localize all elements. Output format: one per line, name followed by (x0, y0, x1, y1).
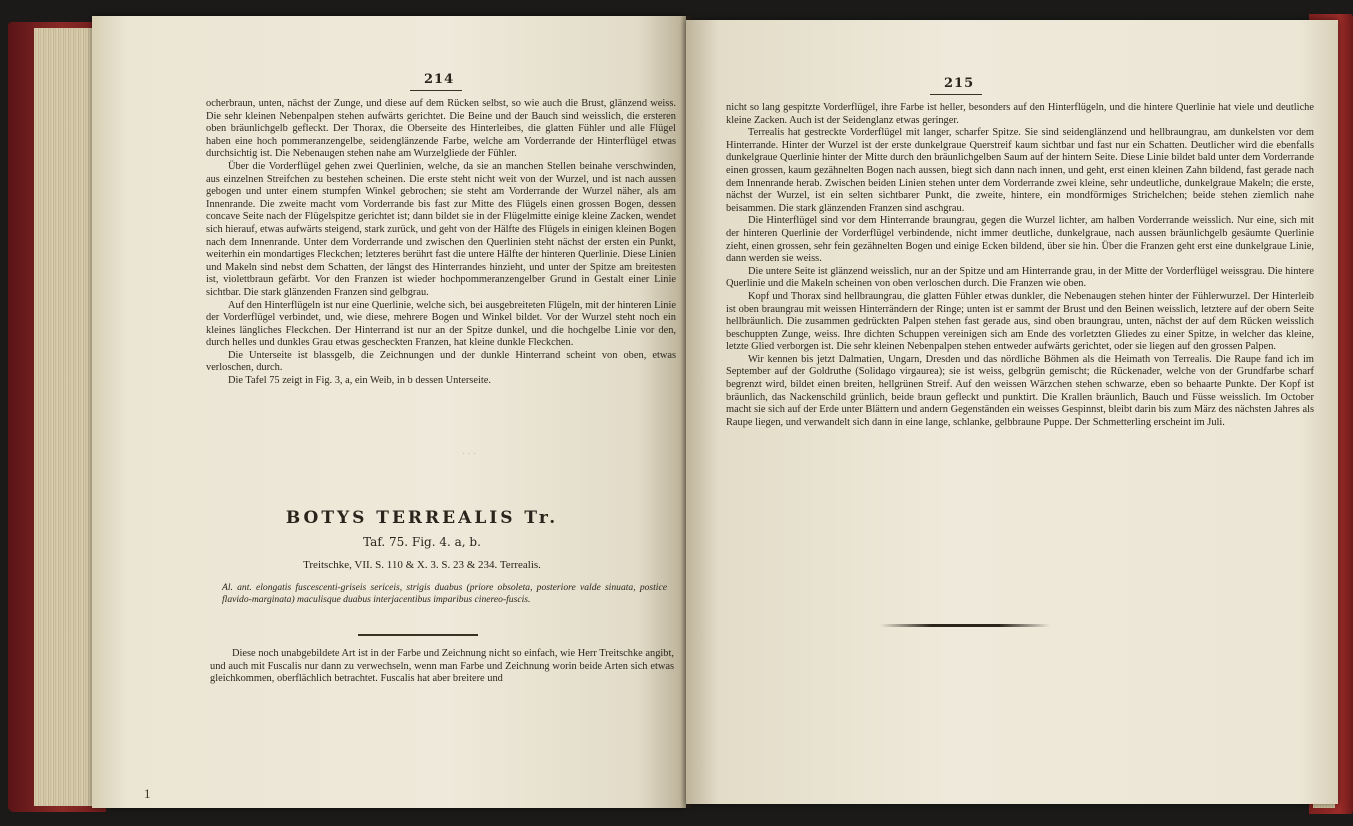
paragraph: Über die Vorderflügel gehen zwei Querlinien, welche, da sie an manchen Stellen beinahe verschwinden, aus einzelnen Streifchen zu bestehen scheinen. Die erste steht nicht weit von der Wurzel, und ist nach aussen gebogen und unter einem stumpfen Winkel gebrochen; sie steht am Vorderrande der Wurzel näher, als am Innenrande. Die zweite macht vom Vorderrande bis fast zur Mitte des Flügels einen grossen Bogen, dessen concave Seite nach der Flügelspitze gerichtet ist; dann bildet sie in der Flügelmitte einige kleine Zacken, wendet sich hierauf, etwas aufwärts steigend, stark zurück, und geht von der Hälfte des Flügels in einigen kleinen Bogen nach dem Innenrande. Unter dem Vorderrande und zwischen den Querlinien steht nächst der ersten ein Punkt, weiterhin ein mondartiges Fleckchen; letzteres berührt fast die untere Hälfte der hinteren Querlinie. Diese Linien und Makeln sind nebst dem Schatten, der längst des Hinterrandes hinzieht, und unter der Spitze am breitesten ist, violettbraun gefärbt. Vor den Franzen ist wieder hochpommeranzengelber Grund in Gestalt einer Linie sichtbar. Die stark glänzenden Franzen sind gelbgrau. (206, 160, 676, 298)
paragraph: ocherbraun, unten, nächst der Zunge, und diese auf dem Rücken selbst, so wie auch die Brust, glänzend weiss. Die sehr kleinen Nebenpalpen stehen aufwärts gerichtet. Die Beine und der Bauch sind weisslich, die ersteren oben bräunlichgelb gefleckt. Der Thorax, die Oberseite des Hinterleibes, die glatten Fühler und alle Flügel haben eine hoch pommeranzengelbe, seidenglänzende Farbe, welche am Vorderrande der Hinterflügel etwas durchsichtig ist. Die Nebenaugen stehen nahe am Wurzelgliede der Fühler. (206, 98, 676, 160)
signature-mark: 1 (144, 786, 151, 801)
literature-reference: Treitschke, VII. S. 110 & X. 3. S. 23 & 234. Terrealis. (303, 559, 541, 571)
page-number-left: 214 (424, 72, 455, 87)
paragraph: Kopf und Thorax sind hellbraungrau, die glatten Fühler etwas dunkler, die Nebenaugen stehen hinter der Fühlerwurzel. Der Hinterleib ist oben braungrau mit weissen Hinterrändern der Ringe; unten ist er sammt der Brust und den Beinen weisslich, letztere auf der obern Seite hellbräunlich. Die zusammen gedrückten Palpen stehen fast gerade aus, sind oben braungrau, unten, nächst der auf dem Rücken weisslich beschuppten Zunge, weiss. Ihre dichten Schuppen vereinigen sich am Ende des vorletzten Gliedes zu einer Spitze, in welcher das kleine, letzte Glied verborgen ist. Die sehr kleinen Nebenpalpen stehen entweder aufwärts gerichtet, oder sie liegen auf den grossen Palpen. (726, 290, 1314, 353)
right-body-text (726, 102, 1314, 429)
paragraph: Die Hinterflügel sind vor dem Hinterrande braungrau, gegen die Wurzel lichter, am halben Vorderrande weisslich. Nur eine, sich mit der hinteren Querlinie der Vorderflügel verbindende, nicht immer deutliche, dunkelgraue, nach aussen bräunlichgelb gesäumte Querlinie zieht, einen grossen, sehr fein gezähnelten Bogen und einige Ecken bildend, über sie hin. Über die Franzen geht erst eine dunkelgraue Linie, dann werden sie weiss. (726, 215, 1314, 265)
page-number-rule (930, 94, 982, 95)
page-number-rule (410, 90, 462, 91)
paragraph: Terrealis hat gestreckte Vorderflügel mit langer, scharfer Spitze. Sie sind seidenglänzend und hellbraungrau, am dunkelsten vor dem Hinterrande. Hinter der Wurzel ist der erste dunkelgraue Querstreif kaum sichtbar und fast nur ein Schatten. Deutlicher wird die ebenfalls dunkelgraue Querlinie hinter der Mitte durch den bräunlichgelben Saum auf der hintern Seite. Diese Linie bildet bald unter dem Vorderrande einen grossen, kaum gezähnelten Bogen nach aussen, biegt sich dann nach innen, und geht, erst einen kleinen Zahn bildend, fast gerade nach dem Innenrande herab. Zwischen beiden Linien stehen unter dem Vorderrande zwei kleine, sehr undeutliche, dunkelgraue Makeln; die erste, nächst der Wurzel, ist ein selten sichtbarer Punkt, die zweite, hintere, ein mondförmiges Strichelchen; beide stehen ziemlich nahe beisammen. Die stark glänzenden Franzen sind aschgrau. (726, 127, 1314, 214)
paragraph: Auf den Hinterflügeln ist nur eine Querlinie, welche sich, bei ausgebreiteten Flügeln, mit der hinteren Linie der Vorderflügel verbindet, und, wie diese, mehrere Bogen und Winkel bildet. Vor der Wurzel steht noch ein kleines längliches Fleckchen. Der Hinterrand ist nur an der Spitze dunkel, und die hochgelbe Linie vor den, durch helles und dunkles Grau etwas gescheckten Franzen, hat kleine dunkle Fleckchen. (206, 299, 676, 349)
right-page (686, 20, 1338, 804)
paragraph: nicht so lang gespitzte Vorderflügel, ihre Farbe ist heller, besonders auf den Hinterflügeln, und die hintere Querlinie hat viele und deutliche kleine Zacken. Auch ist der Seidenglanz etwas geringer. (726, 102, 1314, 126)
left-body-text (206, 98, 676, 388)
latin-diagnosis: Al. ant. elongatis fuscescenti-griseis sericeis, strigis duabus (priore obsoleta, posteriore valde sinuata, postice flavido-marginata) maculisque duabus interjacentibus imparibus cinereo-fuscis. (222, 582, 667, 605)
left-page-edges (34, 28, 92, 806)
section-divider (358, 634, 478, 636)
paragraph: Wir kennen bis jetzt Dalmatien, Ungarn, Dresden und das nördliche Böhmen als die Heimath von Terrealis. Die Raupe fand ich im September auf der Goldruthe (Solidago virgaurea); sie ist weiss, gelbgrün gemischt; die Rückenader, welche von der Grundfarbe scharf begrenzt wird, bildet einen breiten, hellgrünen Streif. Auf den weissen Wärzchen stehen schwarze, eben so behaarte Punkte. Der Kopf ist bräunlich, das Nackenschild grünlich, beide braun gefleckt und punktirt. Die Krallen bräunlich, Bauch und Füsse weisslich. Im October macht sie sich auf der Erde unter Blättern und andern Gegenständen ein weisses Gespinnst, bleibt darin bis zum März des nächsten Jahres als Raupe liegen, und verwandelt sich dann in eine lange, schlanke, gelbbraune Puppe. Der Schmetterling erscheint im Juli. (726, 353, 1314, 428)
end-ornament-rule (880, 624, 1050, 627)
page-number-right: 215 (944, 76, 975, 91)
paragraph: Die Tafel 75 zeigt in Fig. 3, a, ein Weib, in b dessen Unterseite. (228, 375, 491, 387)
paragraph: Die untere Seite ist glänzend weisslich, nur an der Spitze und am Hinterrande grau, in der Mitte der Vorderflügel weissgrau. Die hintere Querlinie und die Makeln scheinen von oben verloschen durch. Die Franzen wie oben. (726, 265, 1314, 290)
left-page (92, 16, 686, 808)
left-closing-text (210, 648, 674, 686)
plate-reference: Taf. 75. Fig. 4. a, b. (363, 535, 481, 549)
bleed-through-text: · · · (462, 448, 476, 460)
species-title: BOTYS TERREALIS Tr. (285, 508, 559, 528)
paragraph: Diese noch unabgebildete Art ist in der Farbe und Zeichnung nicht so einfach, wie Herr Treitschke angibt, und auch mit Fuscalis nur dann zu verwechseln, wenn man Farbe und Zeichnung worin beide Arten sich etwas gleichkommen, oberflächlich betrachtet. Fuscalis hat aber breitere und (210, 648, 674, 685)
paragraph: Die Unterseite ist blassgelb, die Zeichnungen und der dunkle Hinterrand scheint von oben, etwas verloschen, durch. (206, 349, 676, 374)
